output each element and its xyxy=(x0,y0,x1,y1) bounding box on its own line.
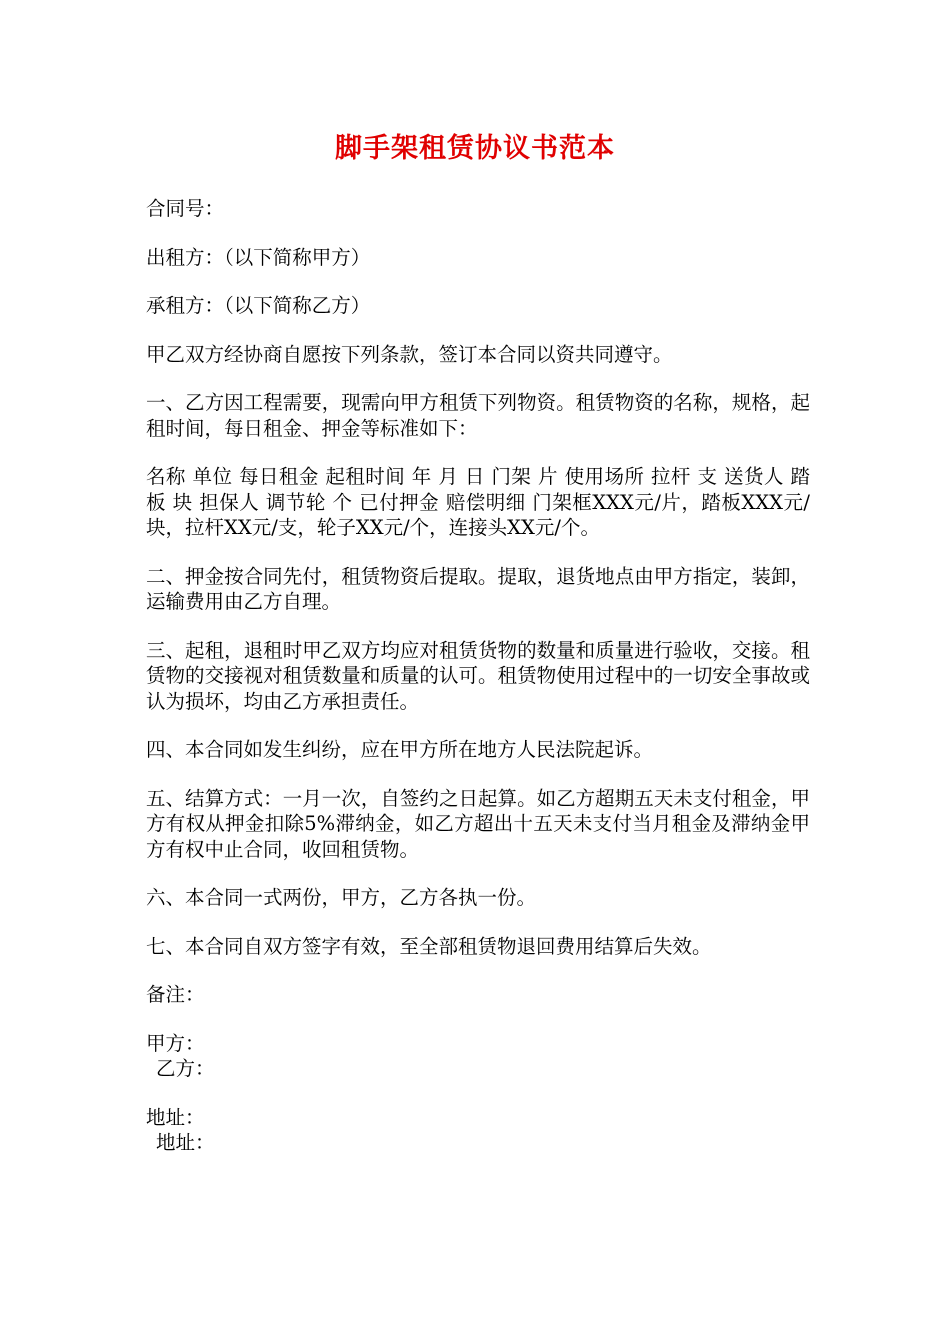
clause-1: 一、乙方因工程需要，现需向甲方租赁下列物资。租赁物资的名称，规格，起租时间，每日租金、押金等标准如下： xyxy=(146,391,810,440)
lessor-line: 出租方：（以下简称甲方） xyxy=(146,245,371,269)
party-a-line: 甲方： xyxy=(146,1031,205,1055)
clause-7: 七、本合同自双方签字有效，至全部租赁物退回费用结算后失效。 xyxy=(146,934,712,958)
items-paragraph: 名称 单位 每日租金 起租时间 年 月 日 门架 片 使用场所 拉杆 支 送货人 踏板 块 担保人 调节轮 个 已付押金 赔偿明细 门架框XXX元/片，踏板XXX元/块，拉杆XX元/支，轮子XX元/个，连接头XX元/个。 xyxy=(146,465,810,539)
contract-number-line: 合同号： xyxy=(146,197,225,220)
clause-3: 三、起租，退租时甲乙双方均应对租赁货物的数量和质量进行验收，交接。租赁物的交接视对租赁数量和质量的认可。租赁物使用过程中的一切安全事故或认为损坏，均由乙方承担责任。 xyxy=(146,638,810,713)
party-b-line: 乙方： xyxy=(156,1057,215,1080)
clause-6: 六、本合同一式两份，甲方，乙方各执一份。 xyxy=(146,886,537,909)
clause-2: 二、押金按合同先付，租赁物资后提取。提取，退货地点由甲方指定，装卸，运输费用由乙方自理。 xyxy=(146,564,810,613)
remarks-line: 备注： xyxy=(146,983,205,1006)
lessee-line: 承租方：（以下简称乙方） xyxy=(146,294,371,317)
address-b-line: 地址： xyxy=(156,1131,215,1154)
clause-4: 四、本合同如发生纠纷，应在甲方所在地方人民法院起诉。 xyxy=(146,738,654,761)
clause-5: 五、结算方式：一月一次，自签约之日起算。如乙方超期五天未支付租金，甲方有权从押金扣除5%滞纳金，如乙方超出十五天未支付当月租金及滞纳金甲方有权中止合同，收回租赁物。 xyxy=(146,786,810,861)
intro-paragraph: 甲乙双方经协商自愿按下列条款，签订本合同以资共同遵守。 xyxy=(146,342,673,366)
document-title: 脚手架租赁协议书范本 xyxy=(335,133,615,164)
address-a-line: 地址： xyxy=(146,1105,205,1129)
document-body xyxy=(146,196,810,1156)
